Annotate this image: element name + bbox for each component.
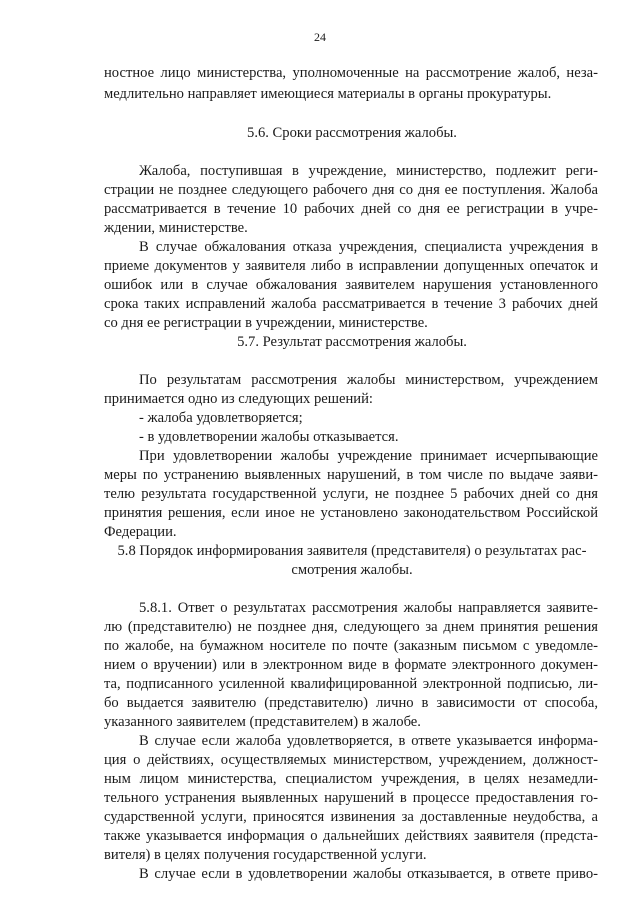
- text-line: В случае если жалоба удовлетворяется, в ответе указывается информа-: [139, 733, 598, 749]
- text-line: В случае обжалования отказа учреждения, специалиста учреждения в: [139, 239, 598, 255]
- text-line: приеме документов у заявителя либо в исправлении допущенных опечаток и: [104, 258, 598, 274]
- text-line: вителя) в целях получения государственной услуги.: [104, 847, 427, 863]
- text-line: принимается одно из следующих решений:: [104, 391, 373, 407]
- text-line: страции не позднее следующего рабочего дня со дня ее поступления. Жалоба: [104, 182, 598, 198]
- section-heading-5-6: 5.6. Сроки рассмотрения жалобы.: [247, 125, 457, 141]
- text-line: сударственной услуги, приносятся извинения за доставленные неудобства, а: [104, 809, 598, 825]
- text-line: Федерации.: [104, 524, 177, 540]
- text-line: указанного заявителем (представителем) в жалобе.: [104, 714, 421, 730]
- text-line: по жалобе, на бумажном носителе по почте (заказным письмом с уведомле-: [104, 638, 598, 654]
- text-line: со дня ее регистрации в учреждении, министерстве.: [104, 315, 428, 331]
- text-line: медлительно направляет имеющиеся материалы в органы прокуратуры.: [104, 86, 552, 102]
- list-item: - жалоба удовлетворяется;: [139, 410, 303, 426]
- text-line: также указывается информация о дальнейших действиях заявителя (предста-: [104, 828, 598, 844]
- section-heading-5-7: 5.7. Результат рассмотрения жалобы.: [237, 334, 467, 350]
- text-line: ошибок или в случае обжалования заявителем нарушения установленного: [104, 277, 598, 293]
- text-line: 5.8.1. Ответ о результатах рассмотрения жалобы направляется заявите-: [139, 600, 598, 616]
- text-line: ция о действиях, осуществляемых министерством, учреждением, должност-: [104, 752, 598, 768]
- text-line: В случае если в удовлетворении жалобы отказывается, в ответе приво-: [139, 866, 598, 882]
- text-line: ностное лицо министерства, уполномоченные на рассмотрение жалоб, неза-: [104, 65, 598, 81]
- text-line: тельного устранения выявленных нарушений в процессе предоставления го-: [104, 790, 598, 806]
- text-line: бо выдается заявителю (представителю) лично в зависимости от способа,: [104, 695, 598, 711]
- text-line: принятия решения, если иное не установлено законодательством Российской: [104, 505, 598, 521]
- section-heading-5-8: 5.8 Порядок информирования заявителя (представителя) о результатах рас-: [117, 543, 587, 559]
- text-line: По результатам рассмотрения жалобы министерством, учреждением: [139, 372, 598, 388]
- text-line: ждении, министерстве.: [104, 220, 248, 236]
- text-line: та, подписанного усиленной квалифицированной электронной подписью, ли-: [104, 676, 598, 692]
- page-number: 24: [314, 30, 326, 44]
- text-line: нием о вручении) или в электронном виде в формате электронного докумен-: [104, 657, 598, 673]
- text-line: лю (представителю) не позднее дня, следующего за днем принятия решения: [104, 619, 598, 635]
- text-line: При удовлетворении жалобы учреждение принимает исчерпывающие: [139, 448, 598, 464]
- section-heading-5-8-cont: смотрения жалобы.: [291, 562, 413, 578]
- text-line: ным лицом министерства, специалистом учреждения, в целях незамедли-: [104, 771, 598, 787]
- text-line: рассматривается в течение 10 рабочих дней со дня ее регистрации в учре-: [104, 201, 598, 217]
- list-item: - в удовлетворении жалобы отказывается.: [139, 429, 399, 445]
- text-line: телю результата государственной услуги, не позднее 5 рабочих дней со дня: [104, 486, 598, 502]
- text-line: срока таких исправлений жалоба рассматривается в течение 3 рабочих дней: [104, 296, 598, 312]
- text-line: Жалоба, поступившая в учреждение, министерство, подлежит реги-: [139, 163, 598, 179]
- text-line: меры по устранению выявленных нарушений, в том числе по выдаче заяви-: [104, 467, 598, 483]
